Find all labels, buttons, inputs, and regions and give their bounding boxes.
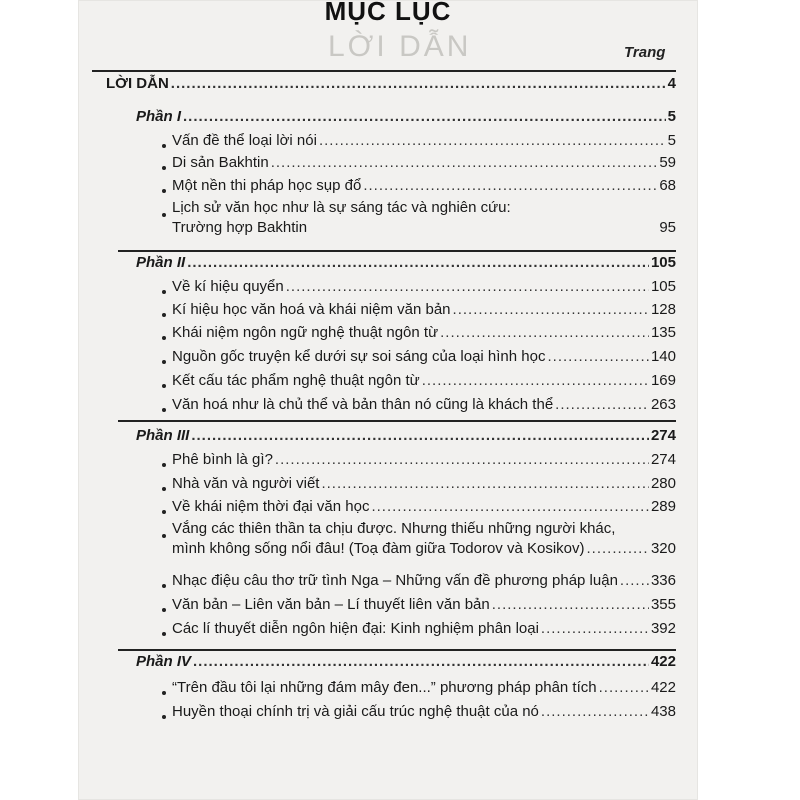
bullet-icon — [162, 463, 166, 467]
bullet-icon — [162, 510, 166, 514]
bullet-icon — [162, 213, 166, 217]
bullet-icon — [162, 715, 166, 719]
toc-entry[interactable]: Các lí thuyết diễn ngôn hiện đại: Kinh nghiệm phân loại ..... 392 — [172, 620, 676, 638]
toc-part-1[interactable]: Phần I ..... 5 — [136, 108, 676, 126]
toc-entry[interactable]: Nhà văn và người viết ..... 280 — [172, 475, 676, 493]
bullet-icon — [162, 487, 166, 491]
toc-entry[interactable]: Nhạc điệu câu thơ trữ tình Nga – Những vấn đề phương pháp luận ..... 336 — [172, 572, 676, 590]
show-through-text: LỜI DẪN — [328, 30, 472, 63]
page-column-header: Trang — [624, 44, 666, 61]
toc-entry[interactable]: Phê bình là gì? ..... 274 — [172, 451, 676, 469]
bullet-icon — [162, 166, 166, 170]
toc-entry[interactable]: Về khái niệm thời đại văn học ..... 289 — [172, 498, 676, 516]
toc-part-4[interactable]: Phần IV ..... 422 — [136, 653, 676, 671]
section-divider — [118, 420, 676, 422]
toc-entry[interactable]: Vấn đề thể loại lời nói ..... 5 — [172, 132, 676, 150]
toc-entry[interactable]: Văn bản – Liên văn bản – Lí thuyết liên văn bản ..... 355 — [172, 596, 676, 614]
bullet-icon — [162, 144, 166, 148]
section-divider — [118, 649, 676, 651]
bullet-icon — [162, 408, 166, 412]
bullet-icon — [162, 290, 166, 294]
toc-part-3[interactable]: Phần III ..... 274 — [136, 427, 676, 445]
toc-entry[interactable]: Di sản Bakhtin ..... 59 — [172, 154, 676, 172]
toc-entry[interactable]: Huyền thoại chính trị và giải cấu trúc nghệ thuật của nó ..... 438 — [172, 703, 676, 721]
toc-entry[interactable]: Nguồn gốc truyện kể dưới sự soi sáng của loại hình học ..... 140 — [172, 348, 676, 366]
bullet-icon — [162, 584, 166, 588]
toc-entry[interactable]: Kí hiệu học văn hoá và khái niệm văn bản ..... 128 — [172, 301, 676, 319]
toc-entry-line-1[interactable]: Lịch sử văn học như là sự sáng tác và nghiên cứu: — [172, 199, 511, 216]
bullet-icon — [162, 384, 166, 388]
toc-entry[interactable]: Về kí hiệu quyển ..... 105 — [172, 278, 676, 296]
bullet-icon — [162, 189, 166, 193]
toc-entry[interactable]: Trường hợp Bakhtin 95 — [172, 219, 676, 236]
toc-entry[interactable]: Kết cấu tác phẩm nghệ thuật ngôn từ ..... 169 — [172, 372, 676, 390]
bullet-icon — [162, 360, 166, 364]
bullet-icon — [162, 632, 166, 636]
toc-entry[interactable]: Một nền thi pháp học sụp đổ ..... 68 — [172, 177, 676, 195]
toc-entry[interactable]: Khái niệm ngôn ngữ nghệ thuật ngôn từ ..... 135 — [172, 324, 676, 342]
bullet-icon — [162, 691, 166, 695]
book-page — [78, 0, 698, 800]
bullet-icon — [162, 608, 166, 612]
bullet-icon — [162, 336, 166, 340]
bullet-icon — [162, 313, 166, 317]
section-divider — [118, 250, 676, 252]
toc-entry[interactable]: mình không sống nổi đâu! (Toạ đàm giữa Todorov và Kosikov) ..... 320 — [172, 540, 676, 558]
toc-entry[interactable]: Văn hoá như là chủ thể và bản thân nó cũng là khách thể ..... 263 — [172, 396, 676, 414]
bullet-icon — [162, 534, 166, 538]
toc-entry-line-1[interactable]: Vắng các thiên thần ta chịu được. Nhưng thiếu những người khác, — [172, 520, 616, 537]
toc-entry-intro[interactable]: LỜI DẪN ..... 4 — [106, 75, 676, 93]
toc-title: MỤC LỤC — [324, 0, 452, 26]
toc-entry[interactable]: “Trên đầu tôi lại những đám mây đen...” phương pháp phân tích ..... 422 — [172, 679, 676, 697]
section-divider — [92, 70, 676, 72]
toc-part-2[interactable]: Phần II ..... 105 — [136, 254, 676, 272]
